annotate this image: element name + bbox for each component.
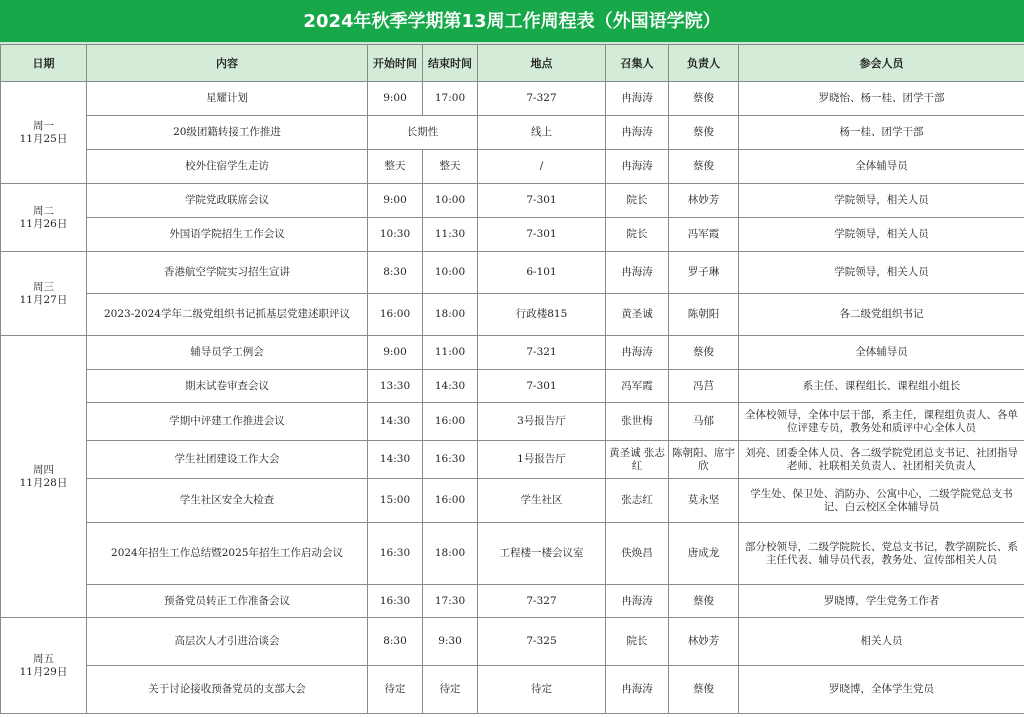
location-cell: 工程楼一楼会议室 <box>478 523 606 585</box>
responsible-cell: 蔡俊 <box>669 336 739 370</box>
content-cell: 星耀计划 <box>87 82 368 116</box>
responsible-cell: 罗子琳 <box>669 252 739 294</box>
content-cell: 校外住宿学生走访 <box>87 150 368 184</box>
convener-cell: 佚焕昌 <box>606 523 669 585</box>
attendees-cell: 杨一桂、团学干部 <box>739 116 1024 150</box>
responsible-cell: 陈朝阳、席宇欣 <box>669 441 739 479</box>
end-cell: 16:30 <box>423 441 478 479</box>
start-cell: 16:30 <box>368 523 423 585</box>
convener-cell: 冉海涛 <box>606 82 669 116</box>
convener-cell: 张世梅 <box>606 403 669 441</box>
header-date: 日期 <box>1 45 87 82</box>
responsible-cell: 林妙芳 <box>669 184 739 218</box>
location-cell: 行政楼815 <box>478 294 606 336</box>
weekday-label: 周四 <box>33 463 54 476</box>
convener-cell: 冉海涛 <box>606 150 669 184</box>
convener-cell: 冉海涛 <box>606 116 669 150</box>
date-label: 11月25日 <box>19 132 68 145</box>
content-cell: 学生社区安全大检查 <box>87 479 368 523</box>
attendees-cell: 系主任、课程组长、课程组小组长 <box>739 370 1024 403</box>
table-row <box>1 403 1024 441</box>
content-cell: 学生社团建设工作大会 <box>87 441 368 479</box>
end-cell: 16:00 <box>423 479 478 523</box>
start-cell: 9:00 <box>368 336 423 370</box>
date-label: 11月27日 <box>19 293 68 306</box>
convener-cell: 冉海涛 <box>606 585 669 618</box>
header-content: 内容 <box>87 45 368 82</box>
header-location: 地点 <box>478 45 606 82</box>
end-cell: 11:30 <box>423 218 478 252</box>
attendees-cell: 各二级党组织书记 <box>739 294 1024 336</box>
header-start: 开始时间 <box>368 45 423 82</box>
content-cell: 辅导员学工例会 <box>87 336 368 370</box>
table-row <box>1 618 1024 666</box>
start-cell: 8:30 <box>368 252 423 294</box>
responsible-cell: 蔡俊 <box>669 666 739 714</box>
responsible-cell: 冯莒 <box>669 370 739 403</box>
table-row <box>1 336 1024 370</box>
convener-cell: 黄圣诚 <box>606 294 669 336</box>
location-cell: / <box>478 150 606 184</box>
attendees-cell: 学院领导，相关人员 <box>739 184 1024 218</box>
end-cell: 17:30 <box>423 585 478 618</box>
location-cell: 1号报告厅 <box>478 441 606 479</box>
table-row <box>1 82 1024 116</box>
convener-cell: 冉海涛 <box>606 252 669 294</box>
responsible-cell: 冯军霞 <box>669 218 739 252</box>
attendees-cell: 学院领导，相关人员 <box>739 218 1024 252</box>
table-row <box>1 666 1024 714</box>
content-cell: 2023-2024学年二级党组织书记抓基层党建述职评议 <box>87 294 368 336</box>
location-cell: 6-101 <box>478 252 606 294</box>
content-cell: 20级团籍转接工作推进 <box>87 116 368 150</box>
content-cell: 香港航空学院实习招生宣讲 <box>87 252 368 294</box>
convener-cell: 张志红 <box>606 479 669 523</box>
date-cell-friday <box>1 618 87 714</box>
content-cell: 2024年招生工作总结暨2025年招生工作启动会议 <box>87 523 368 585</box>
convener-cell: 黄圣诚 张志红 <box>606 441 669 479</box>
start-cell: 9:00 <box>368 82 423 116</box>
start-cell: 16:30 <box>368 585 423 618</box>
attendees-cell: 全体辅导员 <box>739 150 1024 184</box>
attendees-cell: 全体辅导员 <box>739 336 1024 370</box>
table-row <box>1 441 1024 479</box>
attendees-cell: 刘亮、团委全体人员、各二级学院党团总支书记、社团指导老师、社联相关负责人、社团相关负责人 <box>739 441 1024 479</box>
location-cell: 待定 <box>478 666 606 714</box>
convener-cell: 院长 <box>606 218 669 252</box>
header-end: 结束时间 <box>423 45 478 82</box>
attendees-cell: 学生处、保卫处、消防办、公寓中心，二级学院党总支书记、白云校区全体辅导员 <box>739 479 1024 523</box>
content-cell: 预备党员转正工作准备会议 <box>87 585 368 618</box>
convener-cell: 冉海涛 <box>606 336 669 370</box>
start-cell: 15:00 <box>368 479 423 523</box>
location-cell: 7-327 <box>478 82 606 116</box>
responsible-cell: 蔡俊 <box>669 116 739 150</box>
content-cell: 高层次人才引进洽谈会 <box>87 618 368 666</box>
attendees-cell: 部分校领导，二级学院院长、党总支书记，教学副院长、系主任代表、辅导员代表，教务处、宣传部相关人员 <box>739 523 1024 585</box>
header-attendees: 参会人员 <box>739 45 1024 82</box>
weekday-label: 周五 <box>33 652 54 665</box>
table-row <box>1 150 1024 184</box>
location-cell: 学生社区 <box>478 479 606 523</box>
table-row <box>1 218 1024 252</box>
table-row <box>1 585 1024 618</box>
table-row <box>1 370 1024 403</box>
responsible-cell: 蔡俊 <box>669 150 739 184</box>
table-row <box>1 116 1024 150</box>
table-row <box>1 294 1024 336</box>
date-cell-thursday <box>1 336 87 618</box>
location-cell: 7-301 <box>478 218 606 252</box>
start-cell: 10:30 <box>368 218 423 252</box>
convener-cell: 院长 <box>606 618 669 666</box>
responsible-cell: 蔡俊 <box>669 585 739 618</box>
table-row <box>1 252 1024 294</box>
weekday-label: 周二 <box>33 204 54 217</box>
end-cell: 17:00 <box>423 82 478 116</box>
convener-cell: 冉海涛 <box>606 666 669 714</box>
header-row <box>1 45 1024 82</box>
content-cell: 学期中评建工作推进会议 <box>87 403 368 441</box>
responsible-cell: 陈朝阳 <box>669 294 739 336</box>
convener-cell: 冯军霞 <box>606 370 669 403</box>
end-cell: 18:00 <box>423 523 478 585</box>
date-cell-monday <box>1 82 87 184</box>
content-cell: 关于讨论接收预备党员的支部大会 <box>87 666 368 714</box>
attendees-cell: 相关人员 <box>739 618 1024 666</box>
location-cell: 7-327 <box>478 585 606 618</box>
location-cell: 线上 <box>478 116 606 150</box>
start-cell: 16:00 <box>368 294 423 336</box>
table-row <box>1 479 1024 523</box>
start-cell: 13:30 <box>368 370 423 403</box>
location-cell: 7-301 <box>478 184 606 218</box>
responsible-cell: 马郁 <box>669 403 739 441</box>
end-cell: 10:00 <box>423 184 478 218</box>
attendees-cell: 学院领导，相关人员 <box>739 252 1024 294</box>
table-row <box>1 523 1024 585</box>
responsible-cell: 莫永坚 <box>669 479 739 523</box>
page-title: 2024年秋季学期第13周工作周程表（外国语学院） <box>0 0 1024 44</box>
table-row <box>1 184 1024 218</box>
date-label: 11月28日 <box>19 476 68 489</box>
weekday-label: 周一 <box>33 119 54 132</box>
start-cell: 14:30 <box>368 441 423 479</box>
content-cell: 外国语学院招生工作会议 <box>87 218 368 252</box>
start-cell: 待定 <box>368 666 423 714</box>
date-label: 11月29日 <box>19 665 68 678</box>
header-responsible: 负责人 <box>669 45 739 82</box>
weekday-label: 周三 <box>33 280 54 293</box>
attendees-cell: 罗晓博，学生党务工作者 <box>739 585 1024 618</box>
location-cell: 3号报告厅 <box>478 403 606 441</box>
header-convener: 召集人 <box>606 45 669 82</box>
end-cell: 整天 <box>423 150 478 184</box>
content-cell: 学院党政联席会议 <box>87 184 368 218</box>
responsible-cell: 林妙芳 <box>669 618 739 666</box>
duration-cell: 长期性 <box>368 116 478 150</box>
attendees-cell: 罗晓怡、杨一桂、团学干部 <box>739 82 1024 116</box>
convener-cell: 院长 <box>606 184 669 218</box>
content-cell: 期末试卷审查会议 <box>87 370 368 403</box>
end-cell: 14:30 <box>423 370 478 403</box>
start-cell: 8:30 <box>368 618 423 666</box>
attendees-cell: 罗晓博，全体学生党员 <box>739 666 1024 714</box>
attendees-cell: 全体校领导，全体中层干部，系主任，课程组负责人、各单位评建专员，教务处和质评中心全体人员 <box>739 403 1024 441</box>
location-cell: 7-325 <box>478 618 606 666</box>
start-cell: 整天 <box>368 150 423 184</box>
date-label: 11月26日 <box>19 217 68 230</box>
end-cell: 18:00 <box>423 294 478 336</box>
location-cell: 7-301 <box>478 370 606 403</box>
end-cell: 9:30 <box>423 618 478 666</box>
end-cell: 10:00 <box>423 252 478 294</box>
end-cell: 11:00 <box>423 336 478 370</box>
end-cell: 16:00 <box>423 403 478 441</box>
date-cell-wednesday <box>1 252 87 336</box>
start-cell: 14:30 <box>368 403 423 441</box>
date-cell-tuesday <box>1 184 87 252</box>
end-cell: 待定 <box>423 666 478 714</box>
schedule-table <box>0 44 1024 714</box>
start-cell: 9:00 <box>368 184 423 218</box>
responsible-cell: 蔡俊 <box>669 82 739 116</box>
responsible-cell: 唐成龙 <box>669 523 739 585</box>
location-cell: 7-321 <box>478 336 606 370</box>
